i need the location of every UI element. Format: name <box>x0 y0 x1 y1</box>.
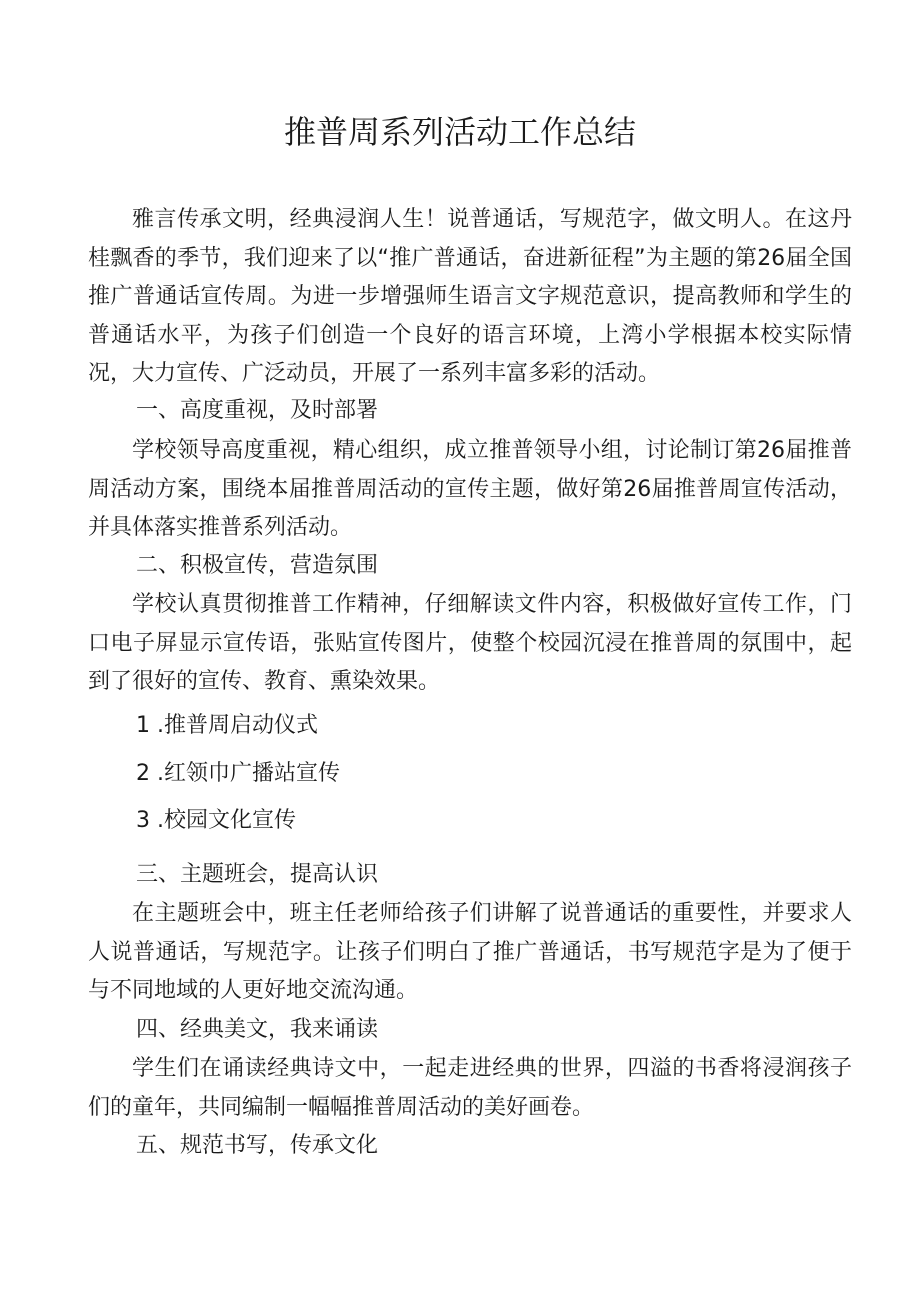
section-2-paragraph: 学校认真贯彻推普工作精神，仔细解读文件内容，积极做好宣传工作，门口电子屏显示宣传语，张贴宣传图片，使整个校园沉浸在推普周的氛围中，起到了很好的宣传、教育、熏染效果。 <box>88 592 852 694</box>
section-3-heading: 三、主题班会，提高认识 <box>136 862 379 887</box>
section-1-paragraph: 学校领导高度重视，精心组织，成立推普领导小组，讨论制订第26届推普周活动方案，围绕本届推普周活动的宣传主题，做好第26届推普周宣传活动，并具体落实推普系列活动。 <box>88 438 852 540</box>
section-1-heading: 一、高度重视，及时部署 <box>136 398 379 423</box>
section-2-list-item-1: 1 .推普周启动仪式 <box>136 713 318 738</box>
section-2-heading: 二、积极宣传，营造氛围 <box>136 553 379 578</box>
section-4-heading: 四、经典美文，我来诵读 <box>136 1017 379 1042</box>
section-4-paragraph: 学生们在诵读经典诗文中，一起走进经典的世界，四溢的书香将浸润孩子们的童年，共同编制一幅幅推普周活动的美好画卷。 <box>88 1056 852 1120</box>
section-3-paragraph: 在主题班会中，班主任老师给孩子们讲解了说普通话的重要性，并要求人人说普通话，写规范字。让孩子们明白了推广普通话，书写规范字是为了便于与不同地域的人更好地交流沟通。 <box>88 901 852 1003</box>
section-2-list-item-3: 3 .校园文化宣传 <box>136 808 296 833</box>
document-title: 推普周系列活动工作总结 <box>283 113 636 151</box>
section-2-list-item-2: 2 .红领巾广播站宣传 <box>136 761 340 786</box>
section-5-heading: 五、规范书写，传承文化 <box>136 1133 379 1158</box>
intro-paragraph: 雅言传承文明，经典浸润人生！说普通话，写规范字，做文明人。在这丹桂飘香的季节，我们迎来了以“推广普通话，奋进新征程”为主题的第26届全国推广普通话宣传周。为进一步增强师生语言文字规范意识，提高教师和学生的普通话水平，为孩子们创造一个良好的语言环境，上湾小学根据本校实际情况，大力宣传、广泛动员，开展了一系列丰富多彩的活动。 <box>88 207 852 386</box>
